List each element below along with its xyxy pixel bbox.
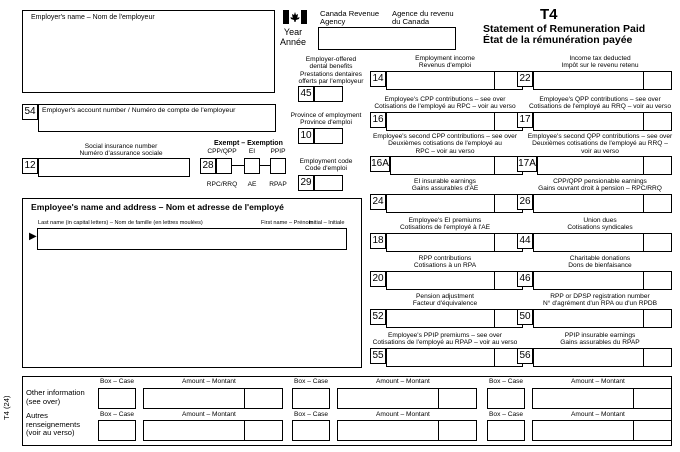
other-amount-input[interactable] bbox=[337, 420, 477, 441]
other-amount-label: Amount – Montant bbox=[182, 411, 236, 418]
box-label-16a: Employee's second CPP contributions – see over Deuxièmes cotisations de l'employé au RPC – voir au verso bbox=[372, 133, 518, 155]
year-input[interactable] bbox=[318, 27, 456, 50]
employee-section-title: Employee's name and address – Nom et adresse de l'employé bbox=[31, 202, 284, 212]
box-code-54: 54 bbox=[22, 104, 38, 120]
cents-divider bbox=[643, 72, 644, 89]
amount-input-17a[interactable] bbox=[537, 156, 672, 175]
box-code-16: 16 bbox=[370, 112, 386, 128]
amount-input-26[interactable] bbox=[533, 194, 672, 213]
cents-divider bbox=[633, 421, 634, 440]
other-box-label: Box – Case bbox=[294, 411, 329, 418]
box-code-56: 56 bbox=[517, 348, 533, 364]
other-amount-label: Amount – Montant bbox=[376, 411, 430, 418]
box-label-18: Employee's EI premiums Cotisations de l'employé à l'AE bbox=[399, 217, 491, 232]
cents-divider bbox=[494, 349, 495, 366]
other-box-input[interactable] bbox=[98, 388, 136, 409]
other-amount-label: Amount – Montant bbox=[376, 378, 430, 385]
box-label-26: CPP/QPP pensionable earnings Gains ouvrant droit à pension – RPC/RRQ bbox=[538, 178, 662, 193]
other-amount-label: Amount – Montant bbox=[571, 411, 625, 418]
box-label-50: RPP or DPSP registration number N° d'agrément d'un RPA ou d'un RPDB bbox=[542, 293, 658, 308]
box-label-24: EI insurable earnings Gains assurables d'AE bbox=[411, 178, 479, 193]
other-amount-input[interactable] bbox=[532, 388, 672, 409]
amount-input-55[interactable] bbox=[386, 348, 523, 367]
arrow-right-icon: ▶ bbox=[29, 231, 37, 242]
other-info-label-fr: Autres renseignements (voir au verso) bbox=[26, 411, 81, 438]
cents-divider bbox=[643, 157, 644, 174]
cents-divider bbox=[643, 272, 644, 289]
other-box-label: Box – Case bbox=[294, 378, 329, 385]
cents-divider bbox=[438, 421, 439, 440]
form-code: T4 bbox=[540, 6, 558, 23]
initial-label: Initial – Initiale bbox=[309, 220, 345, 226]
other-box-label: Box – Case bbox=[100, 411, 135, 418]
box-code-17a: 17A bbox=[517, 156, 537, 172]
box-code-22: 22 bbox=[517, 71, 533, 87]
exempt-rpc-label: RPC/RRQ bbox=[206, 181, 238, 188]
exempt-rpap-label: RPAP bbox=[269, 181, 287, 188]
exempt-title: Exempt – Exemption bbox=[214, 140, 283, 147]
box-label-22: Income tax deducted Impôt sur le revenu retenu bbox=[561, 55, 639, 70]
box-code-45: 45 bbox=[298, 86, 314, 102]
cents-divider bbox=[643, 349, 644, 366]
first-name-label: First name – Prénom bbox=[261, 220, 314, 226]
canada-flag-icon bbox=[283, 10, 307, 24]
box-code-46: 46 bbox=[517, 271, 533, 287]
box-label-44: Union dues Cotisations syndicales bbox=[567, 217, 633, 232]
cents-divider bbox=[494, 113, 495, 130]
cents-divider bbox=[643, 310, 644, 327]
province-label: Province of employment Province d'emploi bbox=[290, 112, 362, 127]
other-amount-label: Amount – Montant bbox=[571, 378, 625, 385]
cents-divider bbox=[633, 389, 634, 408]
cents-divider bbox=[643, 195, 644, 212]
sin-label: Social insurance number Numéro d'assurance sociale bbox=[79, 143, 163, 158]
amount-input-20[interactable] bbox=[386, 271, 523, 290]
exempt-cpp-label: CPP/QPP bbox=[207, 148, 237, 155]
year-label: Year Année bbox=[280, 27, 307, 47]
employer-account-label: Employer's account number / Numéro de compte de l'employeur bbox=[42, 107, 236, 114]
other-box-label: Box – Case bbox=[100, 378, 135, 385]
box-label-16: Employee's CPP contributions – see over Cotisations de l'employé au RPC – voir au verso bbox=[374, 96, 516, 111]
other-box-label: Box – Case bbox=[489, 378, 524, 385]
box-label-52: Pension adjustment Facteur d'équivalence bbox=[412, 293, 478, 308]
exempt-ei-checkbox[interactable] bbox=[244, 158, 260, 174]
cents-divider bbox=[244, 421, 245, 440]
box-code-44: 44 bbox=[517, 233, 533, 249]
box-code-20: 20 bbox=[370, 271, 386, 287]
amount-input-14[interactable] bbox=[386, 71, 523, 90]
amount-input-46[interactable] bbox=[533, 271, 672, 290]
box-label-14: Employment income Revenus d'emploi bbox=[415, 55, 475, 70]
exempt-ppip-label: PPIP bbox=[270, 148, 286, 155]
other-info-label-en: Other information (see over) bbox=[26, 388, 85, 406]
employee-section bbox=[22, 198, 362, 368]
other-box-input[interactable] bbox=[487, 388, 525, 409]
cents-divider bbox=[494, 72, 495, 89]
employee-name-input[interactable] bbox=[37, 228, 347, 250]
box-label-17a: Employee's second QPP contributions – see over Deuxièmes cotisations de l'employé au RRQ – voir au verso bbox=[527, 133, 673, 155]
amount-input-50[interactable] bbox=[533, 309, 672, 328]
exempt-connector bbox=[260, 165, 270, 166]
employer-name-label: Employer's name – Nom de l'employeur bbox=[31, 14, 155, 21]
cents-divider bbox=[494, 195, 495, 212]
box-code-16a: 16A bbox=[370, 156, 390, 172]
cents-divider bbox=[643, 234, 644, 251]
exempt-ae-label: AE bbox=[247, 181, 257, 188]
other-box-label: Box – Case bbox=[489, 411, 524, 418]
amount-input-44[interactable] bbox=[533, 233, 672, 252]
box-code-50: 50 bbox=[517, 309, 533, 325]
box-label-56: PPIP insurable earnings Gains assurables du RPAP bbox=[560, 332, 640, 347]
dental-benefits-input[interactable] bbox=[314, 86, 343, 102]
agency-name-fr: Agence du revenu du Canada bbox=[392, 9, 454, 27]
amount-input-16a[interactable] bbox=[390, 156, 523, 175]
box-code-14: 14 bbox=[370, 71, 386, 87]
exempt-cpp-checkbox[interactable] bbox=[216, 158, 232, 174]
other-amount-input[interactable] bbox=[143, 388, 283, 409]
sin-input[interactable] bbox=[38, 158, 190, 177]
other-amount-input[interactable] bbox=[532, 420, 672, 441]
box-code-29: 29 bbox=[298, 175, 314, 191]
last-name-label: Last name (in capital letters) – Nom de famille (en lettres moulées) bbox=[38, 220, 203, 226]
other-box-input[interactable] bbox=[487, 420, 525, 441]
amount-input-16[interactable] bbox=[386, 112, 523, 131]
amount-input-52[interactable] bbox=[386, 309, 523, 328]
box-code-18: 18 bbox=[370, 233, 386, 249]
box-label-55: Employee's PPIP premiums – see over Cotisations de l'employé au RPAP – voir au verso bbox=[372, 332, 518, 347]
form-title-en: Statement of Remuneration Paid bbox=[483, 23, 646, 35]
cents-divider bbox=[494, 157, 495, 174]
employer-name-field[interactable] bbox=[22, 10, 275, 93]
cents-divider bbox=[643, 113, 644, 130]
cents-divider bbox=[494, 234, 495, 251]
province-input[interactable] bbox=[314, 128, 343, 144]
box-label-20: RPP contributions Cotisations à un RPA bbox=[413, 255, 477, 270]
other-box-input[interactable] bbox=[292, 388, 330, 409]
employment-code-label: Employment code Code d'emploi bbox=[299, 158, 353, 173]
box-code-52: 52 bbox=[370, 309, 386, 325]
other-box-input[interactable] bbox=[98, 420, 136, 441]
other-box-input[interactable] bbox=[292, 420, 330, 441]
cents-divider bbox=[494, 310, 495, 327]
box-code-28: 28 bbox=[200, 158, 216, 174]
cents-divider bbox=[244, 389, 245, 408]
other-amount-label: Amount – Montant bbox=[182, 378, 236, 385]
amount-input-17[interactable] bbox=[533, 112, 672, 131]
employer-account-field[interactable] bbox=[38, 104, 276, 132]
cents-divider bbox=[494, 272, 495, 289]
other-amount-input[interactable] bbox=[143, 420, 283, 441]
other-amount-input[interactable] bbox=[337, 388, 477, 409]
exempt-ppip-checkbox[interactable] bbox=[270, 158, 286, 174]
agency-name-en: Canada Revenue Agency bbox=[320, 9, 380, 27]
form-title-fr: État de la rémunération payée bbox=[483, 34, 633, 46]
exempt-ei-label: EI bbox=[248, 148, 256, 155]
dental-benefits-label: Employer-offered dental benefits Prestations dentaires offerts par l'employeur bbox=[298, 56, 364, 86]
amount-input-22[interactable] bbox=[533, 71, 672, 90]
amount-input-24[interactable] bbox=[386, 194, 523, 213]
form-version-label: T4 (24) bbox=[2, 395, 11, 420]
employment-code-input[interactable] bbox=[314, 175, 343, 191]
box-code-26: 26 bbox=[517, 194, 533, 210]
cents-divider bbox=[438, 389, 439, 408]
box-label-17: Employee's QPP contributions – see over Cotisations de l'employé au RRQ – voir au verso bbox=[529, 96, 671, 111]
exempt-connector bbox=[232, 165, 244, 166]
amount-input-56[interactable] bbox=[533, 348, 672, 367]
box-code-24: 24 bbox=[370, 194, 386, 210]
amount-input-18[interactable] bbox=[386, 233, 523, 252]
box-code-12: 12 bbox=[22, 158, 38, 174]
box-code-17: 17 bbox=[517, 112, 533, 128]
box-code-55: 55 bbox=[370, 348, 386, 364]
box-code-10: 10 bbox=[298, 128, 314, 144]
box-label-46: Charitable donations Dons de bienfaisance bbox=[568, 255, 632, 270]
